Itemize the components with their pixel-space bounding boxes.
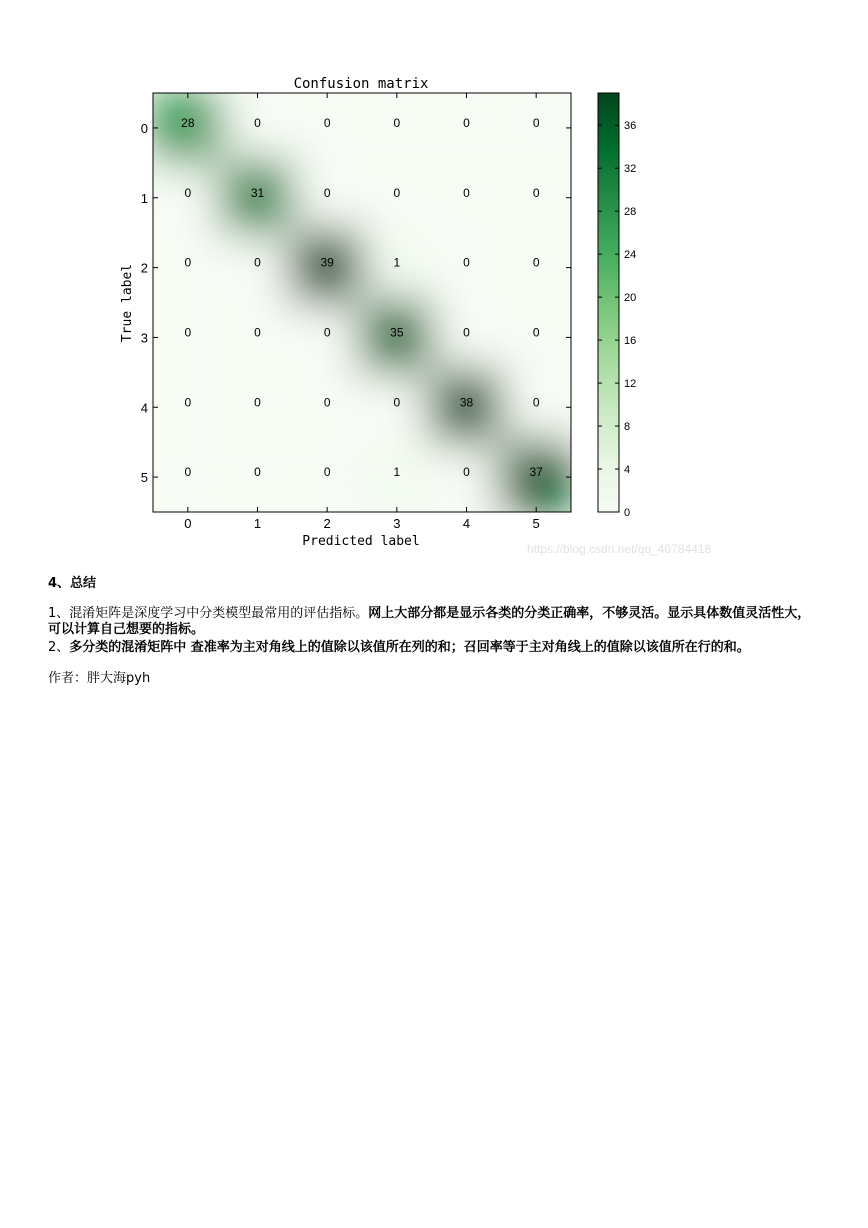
cell-value-2-3: 1 [393,255,401,270]
cell-value-5-0: 0 [184,465,192,480]
cell-value-4-5: 0 [532,395,540,410]
colorbar-tick-label: 36 [624,120,637,133]
cell-value-0-3: 0 [393,115,401,130]
colorbar-tick-label: 28 [624,206,637,219]
summary-paragraph-2 [48,640,818,656]
cell-value-5-3: 1 [393,465,401,480]
cell-value-4-3: 0 [393,395,401,410]
chart-title: Confusion matrix [293,76,429,92]
colorbar-tick-label: 20 [624,292,637,305]
x-tick-label: 5 [532,516,540,531]
x-tick-label: 4 [462,516,471,531]
colorbar-tick-label: 32 [624,163,637,176]
y-tick-label: 1 [140,190,148,206]
cell-value-2-1: 0 [254,255,261,270]
summary-paragraph-1 [48,606,818,638]
colorbar-tick-label: 16 [624,335,637,348]
cell-value-4-1: 0 [254,395,261,410]
colorbar-tick-label: 4 [624,464,631,477]
x-tick-label: 1 [253,516,262,531]
y-tick-label: 4 [140,400,148,416]
paragraph-1-text: 1、混淆矩阵是深度学习中分类模型最常用的评估指标。 [48,606,369,621]
cell-value-5-2: 0 [323,465,331,480]
paragraph-1-bold-text: 网上大部分都是显示各类的分类正确率，不够灵活。显示具体数值灵活性大，可以计算自己想要的指标。 [48,606,811,637]
cell-value-0-2: 0 [323,115,331,130]
cell-value-5-5: 37 [529,465,543,480]
y-tick-label: 5 [140,470,148,486]
x-axis-label: Predicted label [302,534,420,549]
cell-value-3-5: 0 [532,325,540,340]
cell-value-2-2: 39 [320,255,334,270]
colorbar-tick-label: 24 [624,249,637,262]
cell-value-1-5: 0 [532,185,540,200]
cell-value-3-0: 0 [184,325,192,340]
cell-value-0-1: 0 [254,115,261,130]
cell-value-5-1: 0 [254,465,261,480]
cell-value-4-4: 38 [459,395,474,410]
cell-value-3-3: 35 [390,325,404,340]
author-line: 作者：胖大海pyh [48,671,151,686]
x-tick-label: 2 [323,516,331,531]
x-tick-label: 3 [393,516,401,531]
cell-value-2-0: 0 [184,255,192,270]
cell-value-4-0: 0 [184,395,192,410]
cell-value-3-4: 0 [463,325,470,340]
cell-value-1-4: 0 [463,185,470,200]
cell-value-3-1: 0 [254,325,261,340]
cell-value-1-1: 31 [250,185,265,200]
confusion-matrix-figure [0,0,868,570]
y-tick-label: 3 [140,330,148,346]
paragraph-2-bold-text: 多分类的混淆矩阵中 查准率为主对角线上的值除以该值所在列的和；召回率等于主对角线上的值除以该值所在行的和。 [69,640,750,655]
y-axis-label: True label [120,263,135,343]
cell-value-2-5: 0 [532,255,540,270]
cell-value-5-4: 0 [463,465,470,480]
y-tick-label: 0 [140,120,148,136]
cell-value-1-3: 0 [393,185,401,200]
cell-value-3-2: 0 [323,325,331,340]
cell-value-0-4: 0 [463,115,470,130]
watermark: https://blog.csdn.net/qq_40784418 [527,542,712,556]
colorbar-tick-label: 8 [624,421,631,434]
cell-value-4-2: 0 [323,395,331,410]
cell-value-1-2: 0 [323,185,331,200]
section-heading: 4、总结 [48,576,97,591]
cell-value-0-5: 0 [532,115,540,130]
cell-value-2-4: 0 [463,255,470,270]
paragraph-2-prefix: 2、 [48,640,70,655]
cell-value-0-0: 28 [181,115,195,130]
colorbar-tick-label: 12 [624,378,637,391]
colorbar [598,93,619,512]
y-tick-label: 2 [140,260,148,276]
cell-value-1-0: 0 [184,185,192,200]
colorbar-tick-label: 0 [624,507,631,519]
x-tick-label: 0 [184,516,192,531]
